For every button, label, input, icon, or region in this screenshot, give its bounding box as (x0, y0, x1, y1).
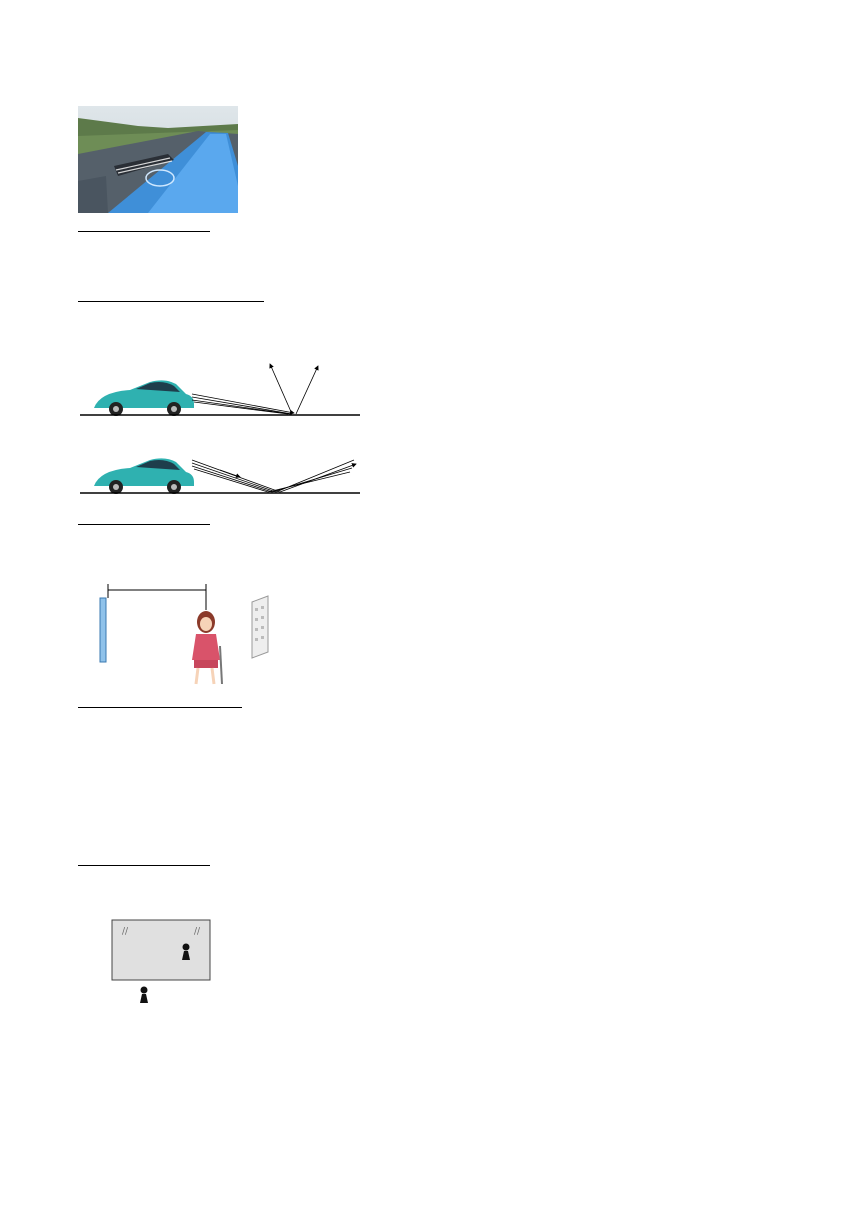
q18-blank-1[interactable] (78, 510, 144, 525)
svg-text://: // (194, 927, 201, 937)
vision-test-diagram (96, 580, 296, 690)
oscilloscope-waveform-2 (296, 744, 472, 838)
q16-blank-3[interactable] (166, 217, 210, 232)
svg-text://: // (122, 927, 129, 937)
car-icon (94, 458, 194, 494)
eye-chart (252, 596, 268, 658)
q19-blank-2[interactable] (160, 693, 242, 708)
chess-piece-a (140, 987, 148, 1004)
headlight-reflection-diagram (80, 360, 365, 500)
car-icon (94, 380, 194, 416)
q17-blank-2[interactable] (140, 287, 202, 302)
question-18 (78, 510, 784, 533)
q17-blank-1[interactable] (78, 287, 140, 302)
question-20 (78, 851, 784, 874)
q16-blank-2[interactable] (122, 217, 166, 232)
plane-mirror (100, 598, 106, 662)
colored-road-photo (78, 106, 238, 213)
question-16 (78, 217, 784, 240)
q20-blank-1[interactable] (78, 851, 122, 866)
girl-icon (192, 611, 222, 684)
plane-mirror-setup-diagram (78, 918, 248, 1022)
question-17 (78, 287, 784, 310)
question-19 (78, 693, 784, 716)
q20-blank-3[interactable] (166, 851, 210, 866)
q18-blank-2[interactable] (144, 510, 210, 525)
oscilloscope-waveform-1 (80, 744, 256, 838)
q16-blank-1[interactable] (78, 217, 122, 232)
q19-blank-1[interactable] (78, 693, 160, 708)
q20-blank-2[interactable] (122, 851, 166, 866)
q17-blank-3[interactable] (202, 287, 264, 302)
